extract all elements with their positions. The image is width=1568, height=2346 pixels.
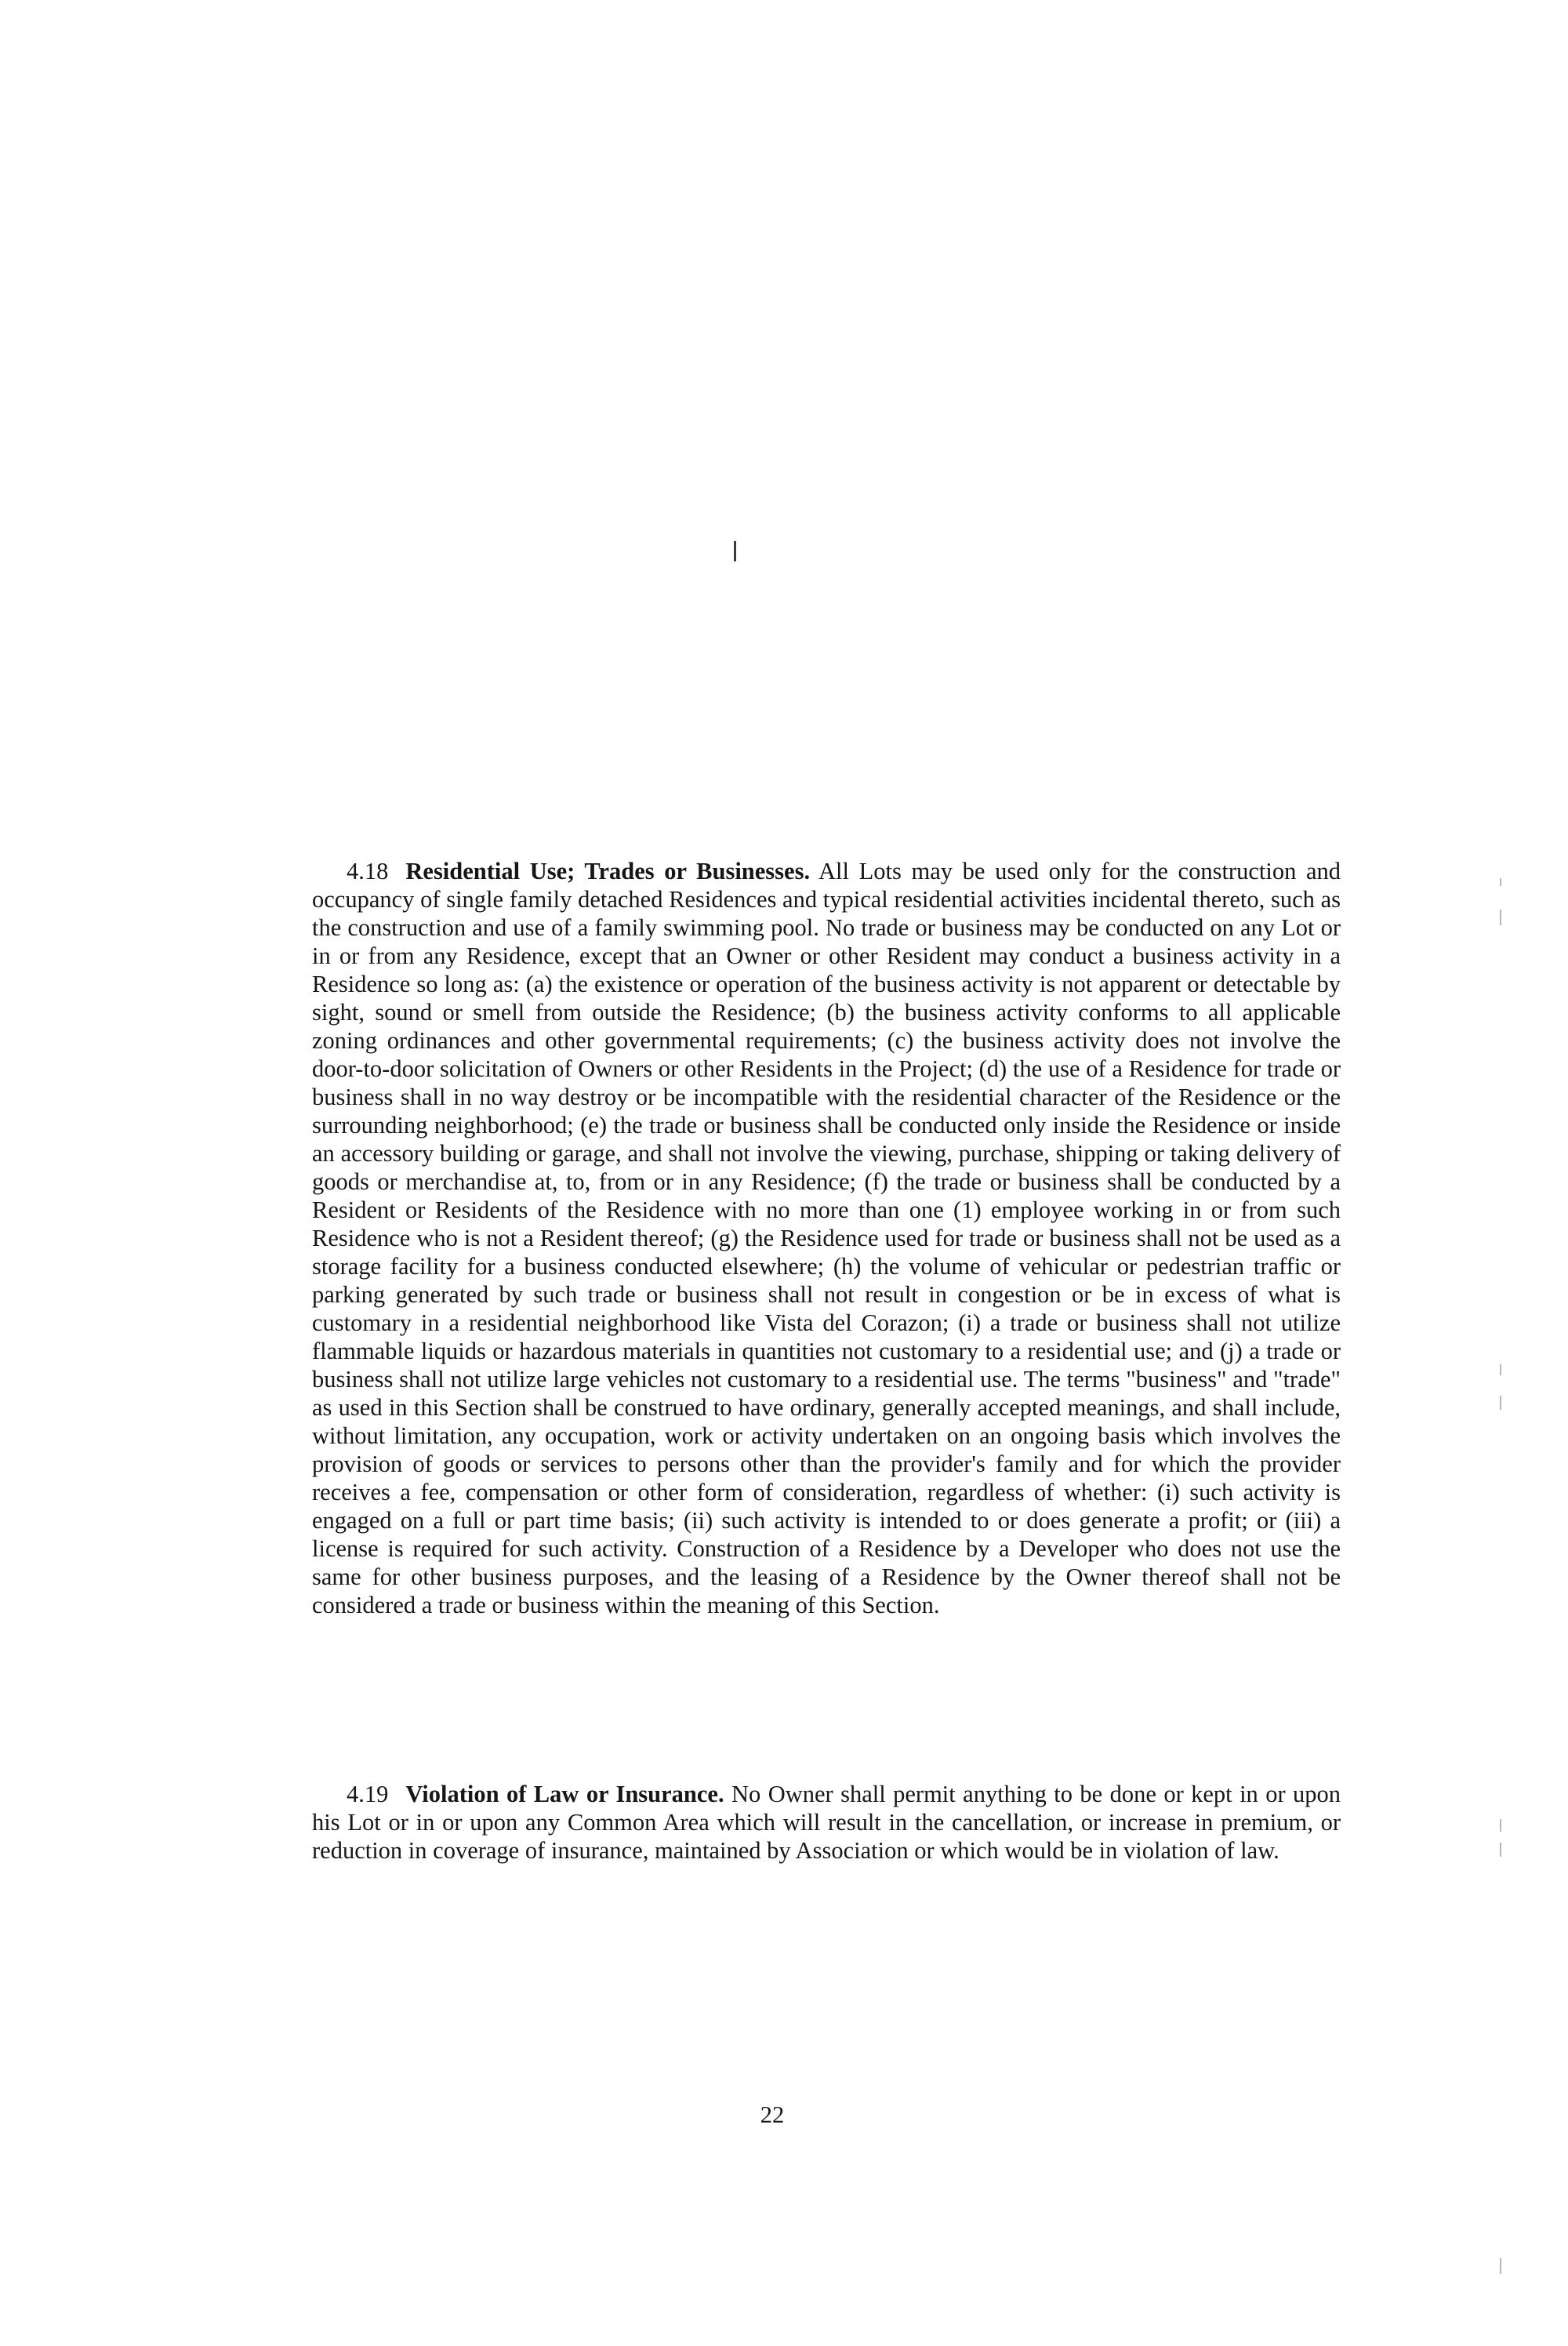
scan-speck (1500, 878, 1501, 886)
scan-speck (1500, 2258, 1501, 2274)
section-body: All Lots may be used only for the construction and occupancy of single family detached Residences and typical residential activities incidental thereto, such as the construction and use of a family swimming pool. No trade or business may be conducted on any Lot or in or from any Residence, except that an Owner or other Resident may conduct a business activity in a Residence so long as: (a) the existence or operation of the business activity is not apparent or detectable by sight, sound or smell from outside the Residence; (b) the business activity conforms to all applicable zoning ordinances and other governmental requirements; (c) the business activity does not involve the door-to-door solicitation of Owners or other Residents in the Project; (d) the use of a Residence for trade or business shall in no way destroy or be incompatible with the residential character of the Residence or the surrounding neighborhood; (e) the trade or business shall be conducted only inside the Residence or inside an accessory building or garage, and shall not involve the viewing, purchase, shipping or taking delivery of goods or merchandise at, to, from or in any Residence; (f) the trade or business shall be conducted by a Resident or Residents of the Residence with no more than one (1) employee working in or from such Residence who is not a Resident thereof; (g) the Residence used for trade or business shall not be used as a storage facility for a business conducted elsewhere; (h) the volume of vehicular or pedestrian traffic or parking generated by such trade or business shall not result in congestion or be in excess of what is customary in a residential neighborhood like Vista del Corazon; (i) a trade or business shall not utilize flammable liquids or hazardous materials in quantities not customary to a residential use; and (j) a trade or business shall not utilize large vehicles not customary to a residential use. The terms "business" and "trade" as used in this Section shall be construed to have ordinary, generally accepted meanings, and shall include, without limitation, any occupation, work or activity undertaken on an ongoing basis which involves the provision of goods or services to persons other than the provider's family and for which the provider receives a fee, compensation or other form of consideration, regardless of whether: (i) such activity is engaged on a full or part time basis; (ii) such activity is intended to or does generate a profit; or (iii) a license is required for such activity. Construction of a Residence by a Developer who does not use the same for other business purposes, and the leasing of a Residence by the Owner thereof shall not be considered a trade or business within the meaning of this Section. (312, 858, 1341, 1618)
page-number: 22 (760, 2101, 785, 2128)
section-heading: Residential Use; Trades or Businesses. (405, 858, 811, 884)
section-body: No Owner shall permit anything to be done or kept in or upon his Lot or in or upon any Common Area which will result in the cancellation, or increase in premium, or reduction in coverage of insurance, maintained by Association or which would be in violation of law. (312, 1781, 1341, 1864)
scan-speck (1500, 1396, 1501, 1410)
section-4-18 (312, 857, 1341, 1619)
section-heading: Violation of Law or Insurance. (405, 1781, 724, 1807)
stray-mark (734, 541, 736, 561)
scan-speck (1500, 1364, 1501, 1375)
section-4-19 (312, 1780, 1341, 1865)
scan-speck (1500, 1843, 1501, 1857)
section-number: 4.18 (347, 858, 389, 884)
section-number: 4.19 (347, 1781, 389, 1807)
scan-speck (1500, 1819, 1501, 1832)
scan-speck (1500, 910, 1501, 925)
